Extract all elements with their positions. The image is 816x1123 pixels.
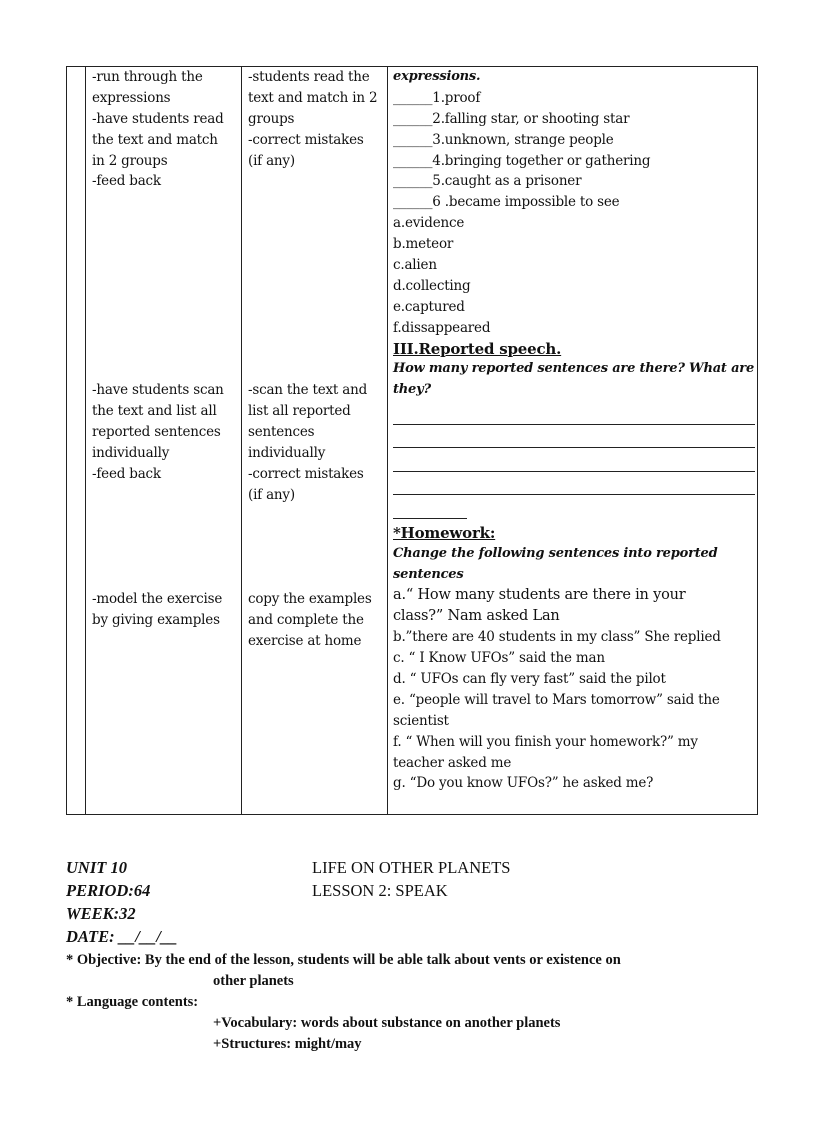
text-line	[248, 527, 388, 548]
text-line	[248, 234, 388, 255]
text-line: the text and list all	[92, 403, 217, 420]
student-activities-column	[248, 67, 388, 652]
text-line	[92, 276, 238, 297]
homework-instruction: Change the following sentences into reported	[393, 545, 718, 561]
text-line	[92, 527, 238, 548]
text-line	[248, 359, 388, 380]
text-line	[248, 339, 388, 360]
text-line: individually	[248, 445, 326, 462]
answer-option: f.dissappeared	[393, 319, 491, 336]
answer-option: a.evidence	[393, 215, 465, 232]
text-line	[92, 255, 238, 276]
meta-row	[66, 858, 756, 881]
homework-heading: *Homework:	[393, 523, 496, 542]
date-label: DATE: __/__/__	[66, 927, 178, 946]
homework-instruction: sentences	[393, 566, 464, 582]
text-line	[248, 255, 388, 276]
meta-row	[66, 927, 756, 950]
text-line	[92, 568, 238, 589]
text-line	[92, 547, 238, 568]
matching-item: ______5.caught as a prisoner	[393, 173, 582, 190]
homework-item: class?” Nam asked Lan	[393, 608, 560, 625]
text-line: -have students read	[92, 110, 224, 127]
text-line: text and match in 2	[248, 89, 378, 106]
language-contents-label: * Language contents:	[66, 994, 199, 1010]
text-line: exercise at home	[248, 633, 362, 650]
text-line: expressions	[92, 89, 171, 106]
text-line: -run through the	[92, 69, 203, 85]
answer-option: b.meteor	[393, 236, 454, 253]
text-line: by giving examples	[92, 612, 220, 629]
lesson-header	[66, 858, 756, 1055]
lesson-title: LESSON 2: SPEAK	[312, 881, 448, 900]
text-line	[248, 276, 388, 297]
matching-item: ______6 .became impossible to see	[393, 194, 620, 211]
homework-item: scientist	[393, 712, 449, 729]
answer-option: d.collecting	[393, 277, 471, 294]
text-line	[92, 234, 238, 255]
text-line	[248, 568, 388, 589]
answer-line	[393, 495, 467, 519]
text-line	[92, 485, 238, 506]
text-line: groups	[248, 110, 295, 127]
homework-item: b.”there are 40 students in my class” She replied	[393, 629, 721, 646]
homework-item: g. “Do you know UFOs?” he asked me?	[393, 775, 654, 792]
text-line	[248, 318, 388, 339]
text-line	[92, 297, 238, 318]
text-line: the text and match	[92, 131, 218, 148]
homework-item: f. “ When will you finish your homework?” my	[393, 733, 698, 750]
unit-label: UNIT 10	[66, 858, 127, 877]
homework-item: a.“ How many students are there in your	[393, 587, 686, 604]
text-line: reported sentences	[92, 424, 221, 441]
text-line: copy the examples	[248, 591, 372, 608]
unit-title: LIFE ON OTHER PLANETS	[312, 858, 511, 877]
answer-line	[393, 448, 755, 472]
matching-item: ______1.proof	[393, 89, 481, 106]
structures-line: +Structures: might/may	[213, 1036, 362, 1052]
text-line	[92, 213, 238, 234]
text-line	[248, 192, 388, 213]
text-line: (if any)	[248, 486, 295, 503]
text-line: and complete the	[248, 612, 364, 629]
objective-line: * Objective: By the end of the lesson, students will be able talk about vents or existence on	[66, 952, 621, 968]
text-line	[92, 318, 238, 339]
meta-row	[66, 904, 756, 927]
text-line	[92, 339, 238, 360]
homework-item: d. “ UFOs can fly very fast” said the pilot	[393, 670, 666, 687]
answer-line	[393, 472, 755, 496]
question-line: they?	[393, 382, 431, 398]
matching-item: ______2.falling star, or shooting star	[393, 110, 630, 127]
text-line: -feed back	[92, 465, 161, 482]
text-line: list all reported	[248, 403, 351, 420]
answer-option: e.captured	[393, 298, 465, 315]
text-line: -correct mistakes	[248, 465, 364, 482]
text-line: (if any)	[248, 152, 295, 169]
text-line: sentences	[248, 424, 315, 441]
lesson-table	[66, 66, 758, 815]
homework-item: teacher asked me	[393, 754, 512, 771]
matching-item: ______4.bringing together or gathering	[393, 152, 651, 169]
week-label: WEEK:32	[66, 904, 136, 923]
table-divider	[241, 67, 242, 814]
text-line	[92, 192, 238, 213]
text-line	[248, 297, 388, 318]
text-line: individually	[92, 445, 170, 462]
answer-option: c.alien	[393, 257, 437, 274]
text-line	[248, 547, 388, 568]
text-line: -correct mistakes	[248, 131, 364, 148]
text-line	[92, 506, 238, 527]
text-line: -model the exercise	[92, 591, 223, 608]
text-line: -feed back	[92, 173, 161, 190]
text-line	[92, 359, 238, 380]
answer-line	[393, 401, 755, 425]
homework-item: e. “people will travel to Mars tomorrow” said the	[393, 691, 720, 708]
text-line	[248, 506, 388, 527]
text-line	[248, 171, 388, 192]
section-heading-reported-speech: III.Reported speech.	[393, 339, 562, 358]
text-line: in 2 groups	[92, 152, 168, 169]
meta-row	[66, 881, 756, 904]
teacher-activities-column	[92, 67, 238, 631]
vocabulary-line: +Vocabulary: words about substance on another planets	[213, 1015, 561, 1031]
text-line: -students read the	[248, 69, 370, 85]
expressions-heading: expressions.	[393, 69, 481, 84]
answer-line	[393, 425, 755, 449]
table-divider	[85, 67, 86, 814]
homework-item: c. “ I Know UFOs” said the man	[393, 650, 605, 667]
period-label: PERIOD:64	[66, 881, 151, 900]
content-column	[393, 67, 755, 794]
question-line: How many reported sentences are there? What are	[393, 361, 755, 377]
objective-line: other planets	[213, 973, 294, 989]
text-line: -scan the text and	[248, 382, 368, 399]
matching-item: ______3.unknown, strange people	[393, 131, 614, 148]
text-line	[248, 213, 388, 234]
text-line: -have students scan	[92, 382, 224, 399]
